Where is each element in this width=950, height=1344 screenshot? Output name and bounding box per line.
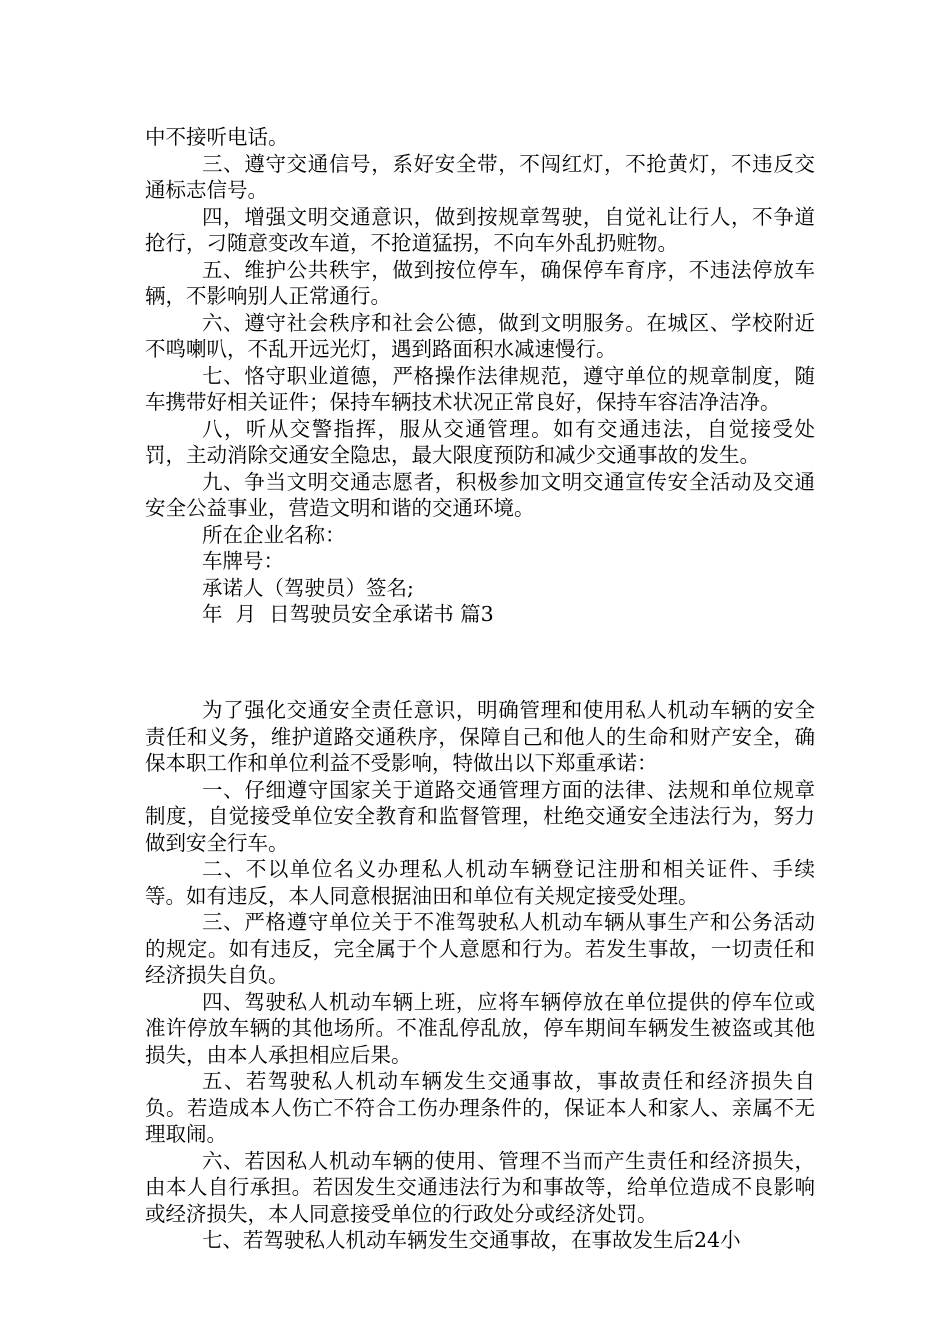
plate-number-field: 车牌号：: [202, 549, 284, 573]
paragraph-item-5: 五、维护公共秩宇，做到按位停车，确保停车育序，不违法停放车辆，不影响别人正常通行。: [145, 257, 815, 308]
section-two: [145, 697, 815, 1254]
paragraph-item-7: 七、恪守职业道德，严格操作法律规范，遵守单位的规章制度，随车携带好相关证件；保持车辆技术状况正常良好，保持车容洁净洁净。: [145, 363, 815, 414]
paragraph-item-4: 四，增强文明交通意识，做到按规章驾驶，自觉礼让行人，不争道抢行，刁随意变改车道，不抢道猛拐，不向车外乱扔赃物。: [145, 204, 815, 255]
paragraph-item-6: 六、遵守社会秩序和社会公德，做到文明服务。在城区、学校附近不鸣喇叭，不乱开远光灯，遇到路面积水减速慢行。: [145, 310, 815, 361]
section-one: [145, 124, 815, 628]
paragraph-item-4b: 四、驾驶私人机动车辆上班，应将车辆停放在单位提供的停车位或准许停放车辆的其他场所。不准乱停乱放，停车期间车辆发生被盗或其他损失，由本人承担相应后果。: [145, 989, 815, 1067]
paragraph-item-6b: 六、若因私人机动车辆的使用、管理不当而产生责任和经济损失，由本人自行承担。若因发生交通违法行为和事故等，给单位造成不良影响或经济损失，本人同意接受单位的行政处分或经济处罚。: [145, 1148, 815, 1226]
paragraph-intro: 为了强化交通安全责任意识，明确管理和使用私人机动车辆的安全责任和义务，维护道路交通秩序，保障自己和他人的生命和财产安全，确保本职工作和单位利益不受影响，特做出以下郑重承诺：: [145, 698, 815, 775]
paragraph-item-5b: 五、若驾驶私人机动车辆发生交通事故，事故责任和经济损失自负。若造成本人伤亡不符合工伤办理条件的，保证本人和家人、亲属不无理取闹。: [145, 1069, 815, 1146]
paragraph-item-9: 九、争当文明交通志愿者，积极参加文明交通宣传安全活动及交通安全公益事业，营造文明和谐的交通环境。: [145, 469, 815, 520]
date-and-next-heading: 年 月 日驾驶员安全承诺书 篇3: [202, 602, 494, 626]
company-name-field: 所在企业名称：: [202, 522, 346, 547]
paragraph-item-1: 一、仔细遵守国家关于道路交通管理方面的法律、法规和单位规章制度，自觉接受单位安全教育和监督管理，杜绝交通安全违法行为，努力做到安全行车。: [145, 777, 815, 855]
paragraph-item-3b: 三、严格遵守单位关于不准驾驶私人机动车辆从事生产和公务活动的规定。如有违反，完全属于个人意愿和行为。若发生事故，一切责任和经济损失自负。: [145, 910, 815, 987]
paragraph-continuation: 中不接听电话。: [145, 125, 289, 149]
paragraph-item-2: 二、不以单位名义办理私人机动车辆登记注册和相关证件、手续等。如有违反，本人同意根据油田和单位有关规定接受处理。: [145, 857, 815, 908]
paragraph-item-8: 八，听从交警指挥，服从交通管理。如有交通违法，自觉接受处罚，主动消除交通安全隐忠，最大限度预防和减少交通事故的发生。: [145, 416, 815, 467]
signature-field: 承诺人（驾驶员）签名;: [202, 575, 414, 600]
paragraph-item-7b: 七、若驾驶私人机动车辆发生交通事故，在事故发生后24小: [202, 1228, 741, 1252]
paragraph-item-3: 三、遵守交通信号，系好安全带，不闯红灯，不抢黄灯，不违反交通标志信号。: [145, 151, 815, 202]
